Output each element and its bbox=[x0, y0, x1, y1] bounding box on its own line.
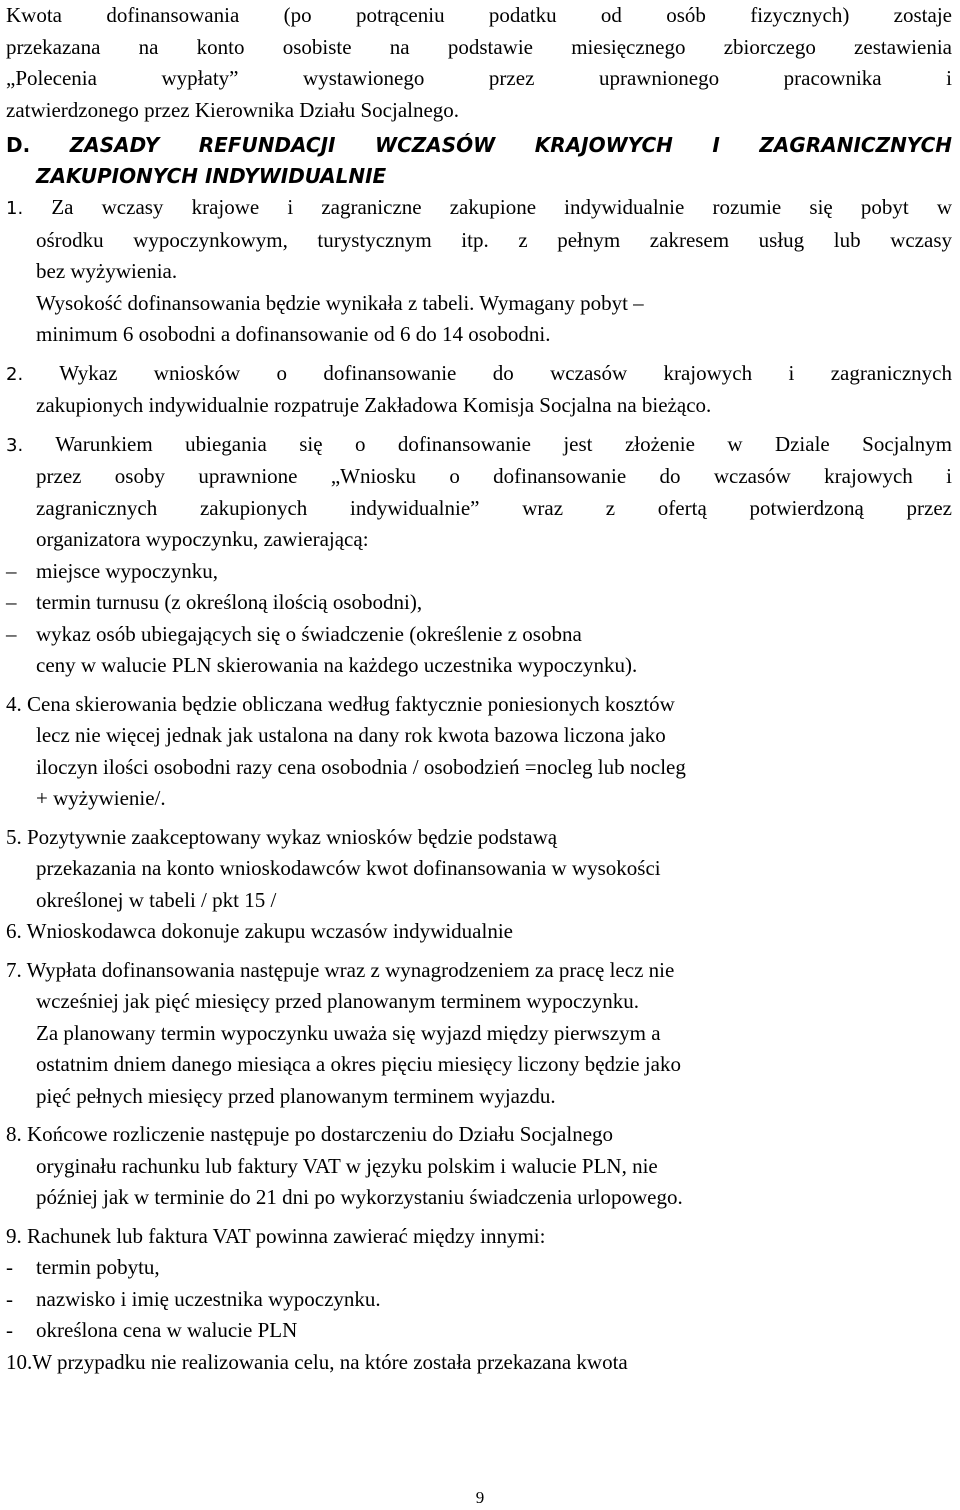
item-text: zagranicznych zakupionych indywidualnie” wraz z ofertą potwierdzoną przez bbox=[36, 495, 952, 520]
item-text: Końcowe rozliczenie następuje po dostarczeniu do Działu Socjalnego bbox=[27, 1122, 614, 1146]
item-text: Wnioskodawca dokonuje zakupu wczasów indywidualnie bbox=[26, 919, 513, 943]
bullet-item-cont: ceny w walucie PLN skierowania na każdego uczestnika wypoczynku). bbox=[36, 653, 638, 677]
list-item bbox=[6, 916, 952, 948]
intro-line: Kwota dofinansowania (po potrąceniu podatku od osób fizycznych) zostaje bbox=[6, 3, 952, 27]
dash-marker: - bbox=[6, 1286, 13, 1311]
item-text: Pozytywnie zaakceptowany wykaz wniosków będzie podstawą bbox=[27, 824, 558, 849]
item-text: lecz nie więcej jednak jak ustalona na dany rok kwota bazowa liczona jako bbox=[36, 723, 666, 747]
item-number: 3. bbox=[6, 434, 24, 456]
item-text: organizatora wypoczynku, zawierającą: bbox=[36, 527, 369, 551]
item-text: + wyżywienie/. bbox=[36, 786, 166, 810]
dash-marker: – bbox=[6, 590, 17, 614]
item-text: Cena skierowania będzie obliczana według faktycznie poniesionych kosztów bbox=[27, 691, 675, 716]
item-number: 7. bbox=[6, 957, 22, 982]
item-number: 9. bbox=[6, 1223, 22, 1248]
intro-line: przekazana na konto osobiste na podstawie miesięcznego zbiorczego zestawienia bbox=[6, 34, 952, 59]
item-text: bez wyżywienia. bbox=[36, 259, 178, 283]
list-item bbox=[6, 689, 952, 815]
intro-line: zatwierdzonego przez Kierownika Działu Socjalnego. bbox=[6, 97, 460, 122]
item-text: określonej w tabeli / pkt 15 / bbox=[36, 887, 277, 912]
intro-line: „Polecenia wypłaty” wystawionego przez uprawnionego pracownika i bbox=[6, 66, 952, 90]
list-item bbox=[6, 1119, 952, 1214]
item-number: 6. bbox=[6, 919, 22, 943]
item-text: pięć pełnych miesięcy przed planowanym terminem wyjazdu. bbox=[36, 1083, 556, 1108]
page-number: 9 bbox=[475, 1488, 485, 1507]
item-text: Za planowany termin wypoczynku uważa się wyjazd między pierwszym a bbox=[36, 1020, 661, 1045]
section-title-cont: ZAKUPIONYCH INDYWIDUALNIE bbox=[36, 164, 387, 188]
item-text: Za wczasy krajowe i zagraniczne zakupione indywidualnie rozumie się pobyt w bbox=[51, 195, 953, 219]
section-label: D. bbox=[6, 133, 31, 157]
item-text: oryginału rachunku lub faktury VAT w języku polskim i walucie PLN, nie bbox=[36, 1153, 658, 1178]
dash-marker: – bbox=[6, 558, 17, 583]
bullet-item: - termin pobytu, bbox=[6, 1252, 952, 1284]
item-text: iloczyn ilości osobodni razy cena osobodnia / osobodzień =nocleg lub nocleg bbox=[36, 754, 686, 779]
intro-paragraph bbox=[6, 0, 952, 126]
section-heading bbox=[6, 130, 952, 192]
item-text: Warunkiem ubiegania się o dofinansowanie jest złożenie w Dziale Socjalnym bbox=[55, 431, 953, 456]
item-text: później jak w terminie do 21 dni po wykorzystaniu świadczenia urlopowego. bbox=[36, 1185, 683, 1209]
item-text: ostatnim dniem danego miesiąca a okres pięciu miesięcy liczony będzie jako bbox=[36, 1052, 681, 1076]
item-text: zakupionych indywidualnie rozpatruje Zakładowa Komisja Socjalna na bieżąco. bbox=[36, 393, 712, 417]
bullet-item: – miejsce wypoczynku, bbox=[6, 556, 952, 588]
list-item bbox=[6, 955, 952, 1113]
dash-marker: - bbox=[6, 1318, 13, 1342]
item-text: W przypadku nie realizowania celu, na które została przekazana kwota bbox=[32, 1349, 628, 1374]
bullet-item: - określona cena w walucie PLN bbox=[6, 1315, 952, 1347]
list-item bbox=[6, 358, 952, 422]
item-text: wcześniej jak pięć miesięcy przed planowanym terminem wypoczynku. bbox=[36, 989, 639, 1013]
list-item bbox=[6, 1347, 952, 1379]
item-text: przekazania na konto wnioskodawców kwot dofinansowania w wysokości bbox=[36, 856, 661, 880]
list-item bbox=[6, 429, 952, 682]
dash-marker: - bbox=[6, 1255, 13, 1279]
dash-marker: – bbox=[6, 621, 17, 646]
item-text: Rachunek lub faktura VAT powinna zawierać między innymi: bbox=[27, 1223, 546, 1248]
list-item bbox=[6, 822, 952, 917]
bullet-item: - nazwisko i imię uczestnika wypoczynku. bbox=[6, 1284, 952, 1316]
item-number: 8. bbox=[6, 1122, 22, 1146]
item-number: 1. bbox=[6, 198, 24, 219]
bullet-item: – termin turnusu (z określoną ilością osobodni), bbox=[6, 587, 952, 619]
item-text: Wysokość dofinansowania będzie wynikała z tabeli. Wymagany pobyt – bbox=[36, 290, 644, 315]
item-text: Wykaz wniosków o dofinansowanie do wczasów krajowych i zagranicznych bbox=[59, 360, 952, 385]
item-text: minimum 6 osobodni a dofinansowanie od 6 do 14 osobodni. bbox=[36, 322, 551, 346]
item-number: 4. bbox=[6, 691, 22, 716]
item-number: 2. bbox=[6, 363, 24, 385]
list-item bbox=[6, 1221, 952, 1347]
item-text: Wypłata dofinansowania następuje wraz z wynagrodzeniem za pracę lecz nie bbox=[26, 957, 675, 982]
item-number: 10. bbox=[6, 1349, 33, 1374]
list-item bbox=[6, 192, 952, 351]
item-number: 5. bbox=[6, 824, 22, 849]
item-text: ośrodku wypoczynkowym, turystycznym itp. z pełnym zakresem usług lub wczasy bbox=[36, 227, 952, 252]
item-text: przez osoby uprawnione „Wniosku o dofinansowanie do wczasów krajowych i bbox=[36, 464, 952, 488]
section-title: ZASADY REFUNDACJI WCZASÓW KRAJOWYCH I ZAGRANICZNYCH bbox=[69, 133, 952, 157]
bullet-item: – wykaz osób ubiegających się o świadczenie (określenie z osobna bbox=[6, 619, 952, 651]
